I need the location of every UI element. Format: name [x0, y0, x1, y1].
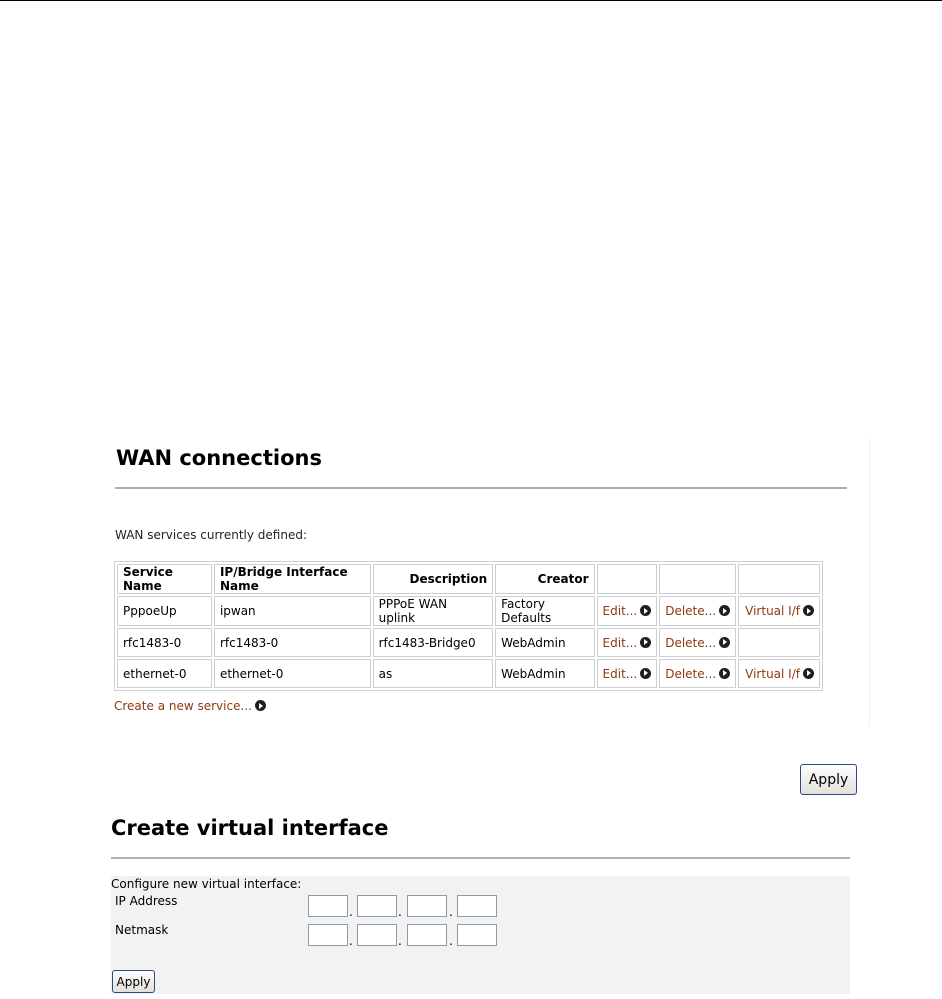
top-border — [0, 0, 942, 1]
virtual-cell — [738, 596, 820, 626]
wan-services-intro: WAN services currently defined: — [115, 528, 308, 542]
delete-link[interactable] — [665, 636, 730, 650]
creator-cell: Factory Defaults — [495, 596, 594, 626]
panel-edge — [869, 437, 870, 727]
interface-name-cell: ethernet-0 — [214, 659, 371, 688]
edit-cell — [597, 628, 658, 657]
delete-label: Delete... — [665, 604, 717, 618]
netmask-dot-separator: . — [349, 934, 353, 948]
circle-arrow-right-icon — [803, 605, 814, 616]
edit-cell — [597, 659, 658, 688]
configure-label: Configure new virtual interface: — [111, 877, 302, 891]
virtual-apply-button[interactable]: Apply — [112, 970, 155, 993]
edit-link[interactable] — [603, 667, 652, 681]
header-edit-column — [597, 564, 658, 594]
creator-cell: WebAdmin — [495, 628, 594, 657]
table-header-row — [117, 564, 820, 594]
header-service-name: Service Name — [117, 564, 212, 594]
ip-octet-4-input[interactable] — [457, 895, 497, 917]
netmask-octet-4-input[interactable] — [457, 924, 497, 946]
ip-dot-separator: . — [449, 905, 453, 919]
delete-link[interactable] — [665, 667, 730, 681]
netmask-dot-separator: . — [449, 934, 453, 948]
ip-dot-separator: . — [398, 905, 402, 919]
creator-cell: WebAdmin — [495, 659, 594, 688]
table-row — [117, 628, 820, 657]
ip-dot-separator: . — [349, 905, 353, 919]
ip-octet-3-input[interactable] — [407, 895, 447, 917]
delete-cell — [659, 659, 736, 688]
netmask-octet-1-input[interactable] — [308, 924, 348, 946]
header-delete-column — [659, 564, 736, 594]
netmask-octet-3-input[interactable] — [407, 924, 447, 946]
interface-name-cell: ipwan — [214, 596, 371, 626]
table-row — [117, 596, 820, 626]
delete-label: Delete... — [665, 666, 717, 681]
virtual-cell — [738, 628, 820, 657]
header-virtual-column — [738, 564, 820, 594]
header-description: Description — [373, 564, 494, 594]
circle-arrow-right-icon — [719, 637, 730, 648]
service-name-cell: rfc1483-0 — [117, 628, 212, 657]
netmask-dot-separator: . — [398, 934, 402, 948]
description-cell: rfc1483-Bridge0 — [373, 628, 494, 657]
circle-arrow-right-icon — [640, 605, 651, 616]
netmask-label: Netmask — [115, 923, 169, 937]
create-virtual-interface-title: Create virtual interface — [111, 816, 389, 840]
edit-link[interactable] — [603, 604, 652, 618]
circle-arrow-right-icon — [719, 605, 730, 616]
virtual-cell — [738, 659, 820, 688]
edit-label: Edit... — [602, 635, 638, 650]
circle-arrow-right-icon — [255, 700, 266, 711]
netmask-octet-2-input[interactable] — [357, 924, 397, 946]
description-cell: as — [373, 659, 494, 688]
edit-cell — [597, 596, 658, 626]
virtual-if-link[interactable] — [745, 604, 814, 618]
virtual-if-label: Virtual I/f — [745, 666, 800, 681]
delete-cell — [659, 628, 736, 657]
virtual-interface-form — [111, 876, 850, 994]
service-name-cell: PppoeUp — [117, 596, 212, 626]
create-new-service-link[interactable] — [114, 699, 266, 713]
description-cell: PPPoE WAN uplink — [373, 596, 494, 626]
ip-octet-1-input[interactable] — [308, 895, 348, 917]
wan-apply-button[interactable]: Apply — [800, 764, 857, 795]
wan-services-table — [114, 561, 823, 691]
table-row — [117, 659, 820, 688]
interface-name-cell: rfc1483-0 — [214, 628, 371, 657]
service-name-cell: ethernet-0 — [117, 659, 212, 688]
wan-connections-title: WAN connections — [116, 446, 322, 470]
ip-octet-2-input[interactable] — [357, 895, 397, 917]
virtual-title-divider — [111, 857, 850, 859]
circle-arrow-right-icon — [640, 668, 651, 679]
header-creator: Creator — [495, 564, 594, 594]
edit-label: Edit... — [602, 604, 638, 618]
edit-label: Edit... — [602, 666, 638, 681]
ip-address-label: IP Address — [115, 894, 178, 908]
circle-arrow-right-icon — [803, 668, 814, 679]
create-new-service-label: Create a new service... — [114, 699, 252, 713]
edit-link[interactable] — [603, 636, 652, 650]
delete-link[interactable] — [665, 604, 730, 618]
virtual-if-link[interactable] — [745, 667, 814, 681]
delete-cell — [659, 596, 736, 626]
delete-label: Delete... — [665, 635, 717, 650]
circle-arrow-right-icon — [640, 637, 651, 648]
wan-title-divider — [115, 487, 847, 489]
circle-arrow-right-icon — [719, 668, 730, 679]
virtual-if-label: Virtual I/f — [745, 604, 800, 618]
header-interface-name: IP/Bridge Interface Name — [214, 564, 371, 594]
